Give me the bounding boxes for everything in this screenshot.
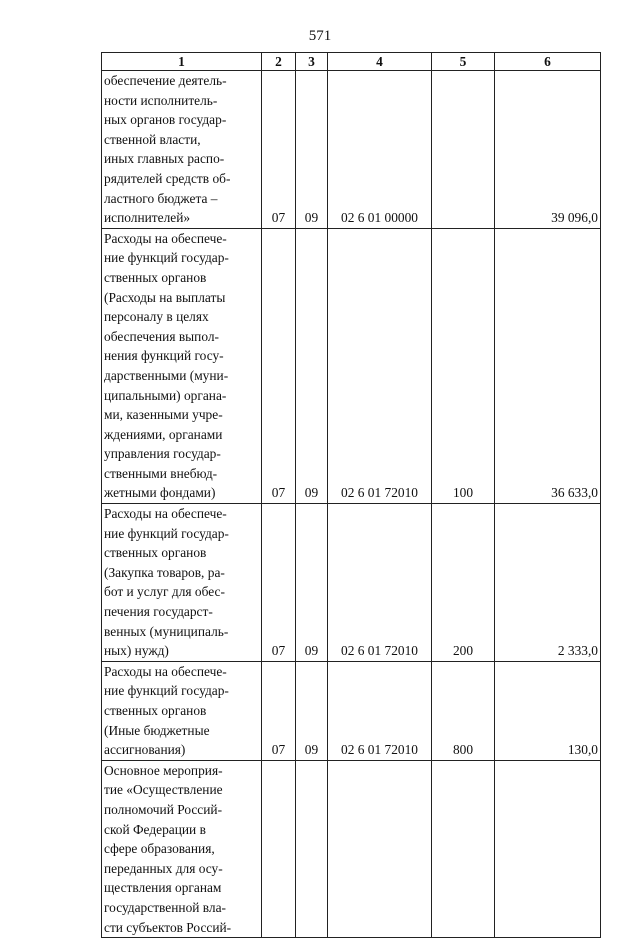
subsection-code: 09 (296, 504, 328, 662)
amount: 39 096,0 (495, 71, 601, 229)
description-line: управления государ- (104, 446, 221, 462)
section-code: 07 (262, 661, 296, 760)
description-line: ние функций государ- (104, 525, 229, 541)
description-line: дарственными (муни- (104, 367, 229, 383)
description-line: сфере образования, (104, 841, 215, 857)
table-body (102, 71, 601, 938)
description-line: ственными внебюд- (104, 465, 218, 481)
description-line: иных главных распо- (104, 151, 225, 167)
table-row (102, 760, 601, 937)
description-line: ждениями, органами (104, 426, 223, 442)
expense-type-code (432, 71, 495, 229)
subsection-code: 09 (296, 71, 328, 229)
description-line: сти субъектов Россий- (104, 919, 232, 935)
description-line: ственных органов (104, 703, 207, 718)
table-header-row (102, 53, 601, 71)
description-line: печения государст- (104, 604, 213, 620)
section-code (262, 760, 296, 937)
description-line: Расходы на обеспече- (104, 663, 227, 679)
description-line: ных) нужд) (104, 643, 169, 659)
description-line: рядителей средств об- (104, 170, 231, 186)
column-header-4: 4 (328, 53, 432, 71)
row-description (102, 71, 262, 229)
target-article-code (328, 760, 432, 937)
row-description (102, 661, 262, 760)
description-line: венных (муниципаль- (104, 623, 229, 639)
description-line: персоналу в целях (104, 309, 209, 325)
description-line: жетными фондами) (104, 485, 216, 501)
section-code: 07 (262, 504, 296, 662)
subsection-code (296, 760, 328, 937)
description-line: (Иные бюджетные (104, 722, 210, 738)
description-line: (Закупка товаров, ра- (104, 564, 225, 580)
description-line: полномочий Россий- (104, 801, 223, 817)
row-description (102, 760, 262, 937)
description-line: (Расходы на выплаты (104, 289, 226, 305)
row-description (102, 228, 262, 503)
description-line: ственных органов (104, 545, 207, 561)
description-line: государственной вла- (104, 899, 227, 915)
table-row (102, 228, 601, 503)
description-line: ние функций государ- (104, 250, 229, 266)
description-line: обеспечения выпол- (104, 328, 219, 344)
row-description (102, 504, 262, 662)
column-header-6: 6 (495, 53, 601, 71)
table-row (102, 661, 601, 760)
expense-type-code: 800 (432, 661, 495, 760)
description-line: Расходы на обеспече- (104, 230, 227, 246)
description-line: ности исполнитель- (104, 92, 218, 108)
description-line: ассигнования) (104, 742, 186, 758)
budget-table (101, 52, 601, 938)
target-article-code: 02 6 01 72010 (328, 661, 432, 760)
table-row (102, 504, 601, 662)
description-line: переданных для осу- (104, 860, 223, 876)
expense-type-code: 200 (432, 504, 495, 662)
page-number: 571 (308, 28, 332, 44)
section-code: 07 (262, 71, 296, 229)
subsection-code: 09 (296, 228, 328, 503)
description-line: ственной власти, (104, 131, 201, 147)
description-line: ластного бюджета – (104, 190, 218, 206)
description-line: ми, казенными учре- (104, 407, 223, 423)
description-line: ных органов государ- (104, 112, 227, 128)
target-article-code: 02 6 01 72010 (328, 504, 432, 662)
description-line: ние функций государ- (104, 683, 229, 699)
description-line: ществления органам (104, 880, 222, 896)
description-line: нения функций госу- (104, 348, 224, 364)
description-line: бот и услуг для обес- (104, 584, 225, 600)
column-header-1: 1 (102, 53, 262, 71)
target-article-code: 02 6 01 72010 (328, 228, 432, 503)
expense-type-code: 100 (432, 228, 495, 503)
column-header-2: 2 (262, 53, 296, 71)
table-row (102, 71, 601, 229)
description-line: обеспечение деятель- (104, 73, 227, 88)
description-line: тие «Осуществление (104, 782, 223, 798)
expense-type-code (432, 760, 495, 937)
description-line: Основное мероприя- (104, 762, 223, 778)
description-line: исполнителей» (104, 210, 191, 226)
column-header-3: 3 (296, 53, 328, 71)
description-line: ципальными) органа- (104, 387, 227, 403)
column-header-5: 5 (432, 53, 495, 71)
description-line: ственных органов (104, 269, 207, 285)
amount: 130,0 (495, 661, 601, 760)
description-line: ской Федерации в (104, 821, 206, 837)
amount: 2 333,0 (495, 504, 601, 662)
target-article-code: 02 6 01 00000 (328, 71, 432, 229)
amount (495, 760, 601, 937)
amount: 36 633,0 (495, 228, 601, 503)
description-line: Расходы на обеспече- (104, 506, 227, 522)
subsection-code: 09 (296, 661, 328, 760)
section-code: 07 (262, 228, 296, 503)
